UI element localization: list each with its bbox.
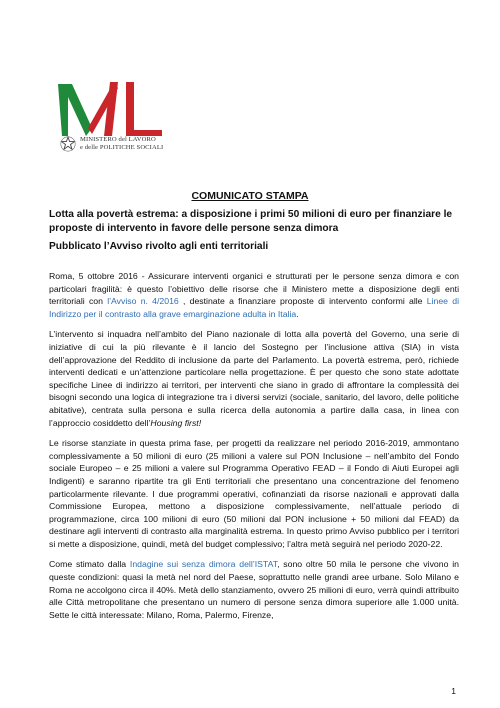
paragraph-3: Le risorse stanziate in questa prima fase, per progetti da realizzare nel periodo 2016-2019, ammontano complessivamente a 50 milioni di euro (25 milioni a valere sul PON Inclusione – nell’ambito del Fondo sociale Europeo – e 25 milioni a valere sul Programma Operativo FEAD – il Fondo di Aiuti Europei agli Indigenti) e saranno ripartite tra gli Enti territoriali che presentano una concentrazione del fenomeno particolarmente rilevante. I due programmi operativi, cofinanziati da risorse nazionali e approvati dalla Commissione Europea, mettono a disposizione complessivamente, nell’attuale periodo di programmazione, circa 100 milioni di euro (50 milioni dal PON inclusione + 50 milioni dal FEAD) da destinare agli interventi di contrasto alla marginalità estrema. In questo primo Avviso pubblico per i territori si mette a disposizione, quindi, metà del budget complessivo; l’altra metà seguirà nel periodo 2020-22. (49, 438, 459, 549)
document-body (49, 270, 459, 629)
page-number: 1 (451, 686, 456, 696)
istat-survey-link[interactable]: Indagine sui senza dimora dell’ISTAT (129, 559, 278, 570)
paragraph-1 (49, 270, 459, 320)
linee-indirizzo-link[interactable]: Linee di Indirizzo per il contrasto alla grave emarginazione adulta in Italia (49, 296, 459, 319)
ministry-name (80, 136, 163, 151)
ministry-line-1: MINISTERO del LAVORO (80, 136, 156, 143)
ministry-block (60, 136, 163, 152)
paragraph-1-text-c: . (296, 308, 299, 319)
press-release-subtitle: Pubblicato l’Avviso rivolto agli enti territoriali (49, 241, 269, 252)
press-release-title: Lotta alla povertà estrema: a disposizione i primi 50 milioni di euro per finanziare le proposte di intervento in favore delle persone senza dimora (49, 209, 453, 234)
housing-first-text: Housing first! (150, 417, 202, 428)
paragraph-2-text: L’intervento si inquadra nell’ambito del Piano nazionale di lotta alla povertà del Governo, una serie di iniziative di cui la più rilevante è il lancio del Sostegno per l’inclusione attiva (SIA) in vista dell’approvazione del Reddito di inclusione da parte del Parlamento. La povertà estrema, però, richiede interventi dedicati e un’attenzione particolare nella progettazione. È per questo che sono state adottate specifiche Linee di indirizzo ai territori, per interventi che siano in grado di affrontare la complessità dei bisogni secondo una logica di integrazione tra i diversi servizi (sociale, sanitario, del lavoro, delle politiche abitative), centrata sulla persona e sulla ricerca della autonomia a partire dalla casa, in linea con l’approccio cosiddetto dell’ (49, 329, 459, 428)
paragraph-1-text-b: , destinate a finanziare proposte di intervento conformi alle (178, 296, 427, 307)
paragraph-4-text-b: , sono oltre 50 mila le persone che vivono in queste condizioni: quasi la metà nel nord del Paese, soprattutto nelle grandi aree urbane. Solo Milano e Roma ne accolgono circa il 40%. Metà dello stanziamento, ovvero 25 milioni di euro, verrà quindi attribuito alle Città metropolitane che presentano un numero di persone senza dimora superiore alle 1.000 unità. Sette le città interessate: Milano, Roma, Palermo, Firenze, (49, 559, 459, 620)
logo-l-red (126, 82, 162, 136)
paragraph-4-text-a: Come stimato dalla (49, 559, 130, 570)
press-release-heading: COMUNICATO STAMPA (191, 190, 309, 202)
republic-emblem-icon (60, 136, 76, 152)
avviso-link[interactable]: l’Avviso n. 4/2016 (107, 296, 179, 307)
ministry-line-2: e delle POLITICHE SOCIALI (80, 143, 164, 151)
paragraph-1-text-a: Roma, 5 ottobre 2016 - Assicurare interventi organici e strutturati per le persone senza dimora e con particolari fragilità: è questo l’obiettivo delle risorse che il Ministero mette a disposizione degli enti territoriali con (49, 271, 459, 307)
paragraph-2 (49, 328, 459, 429)
paragraph-4 (49, 558, 459, 621)
